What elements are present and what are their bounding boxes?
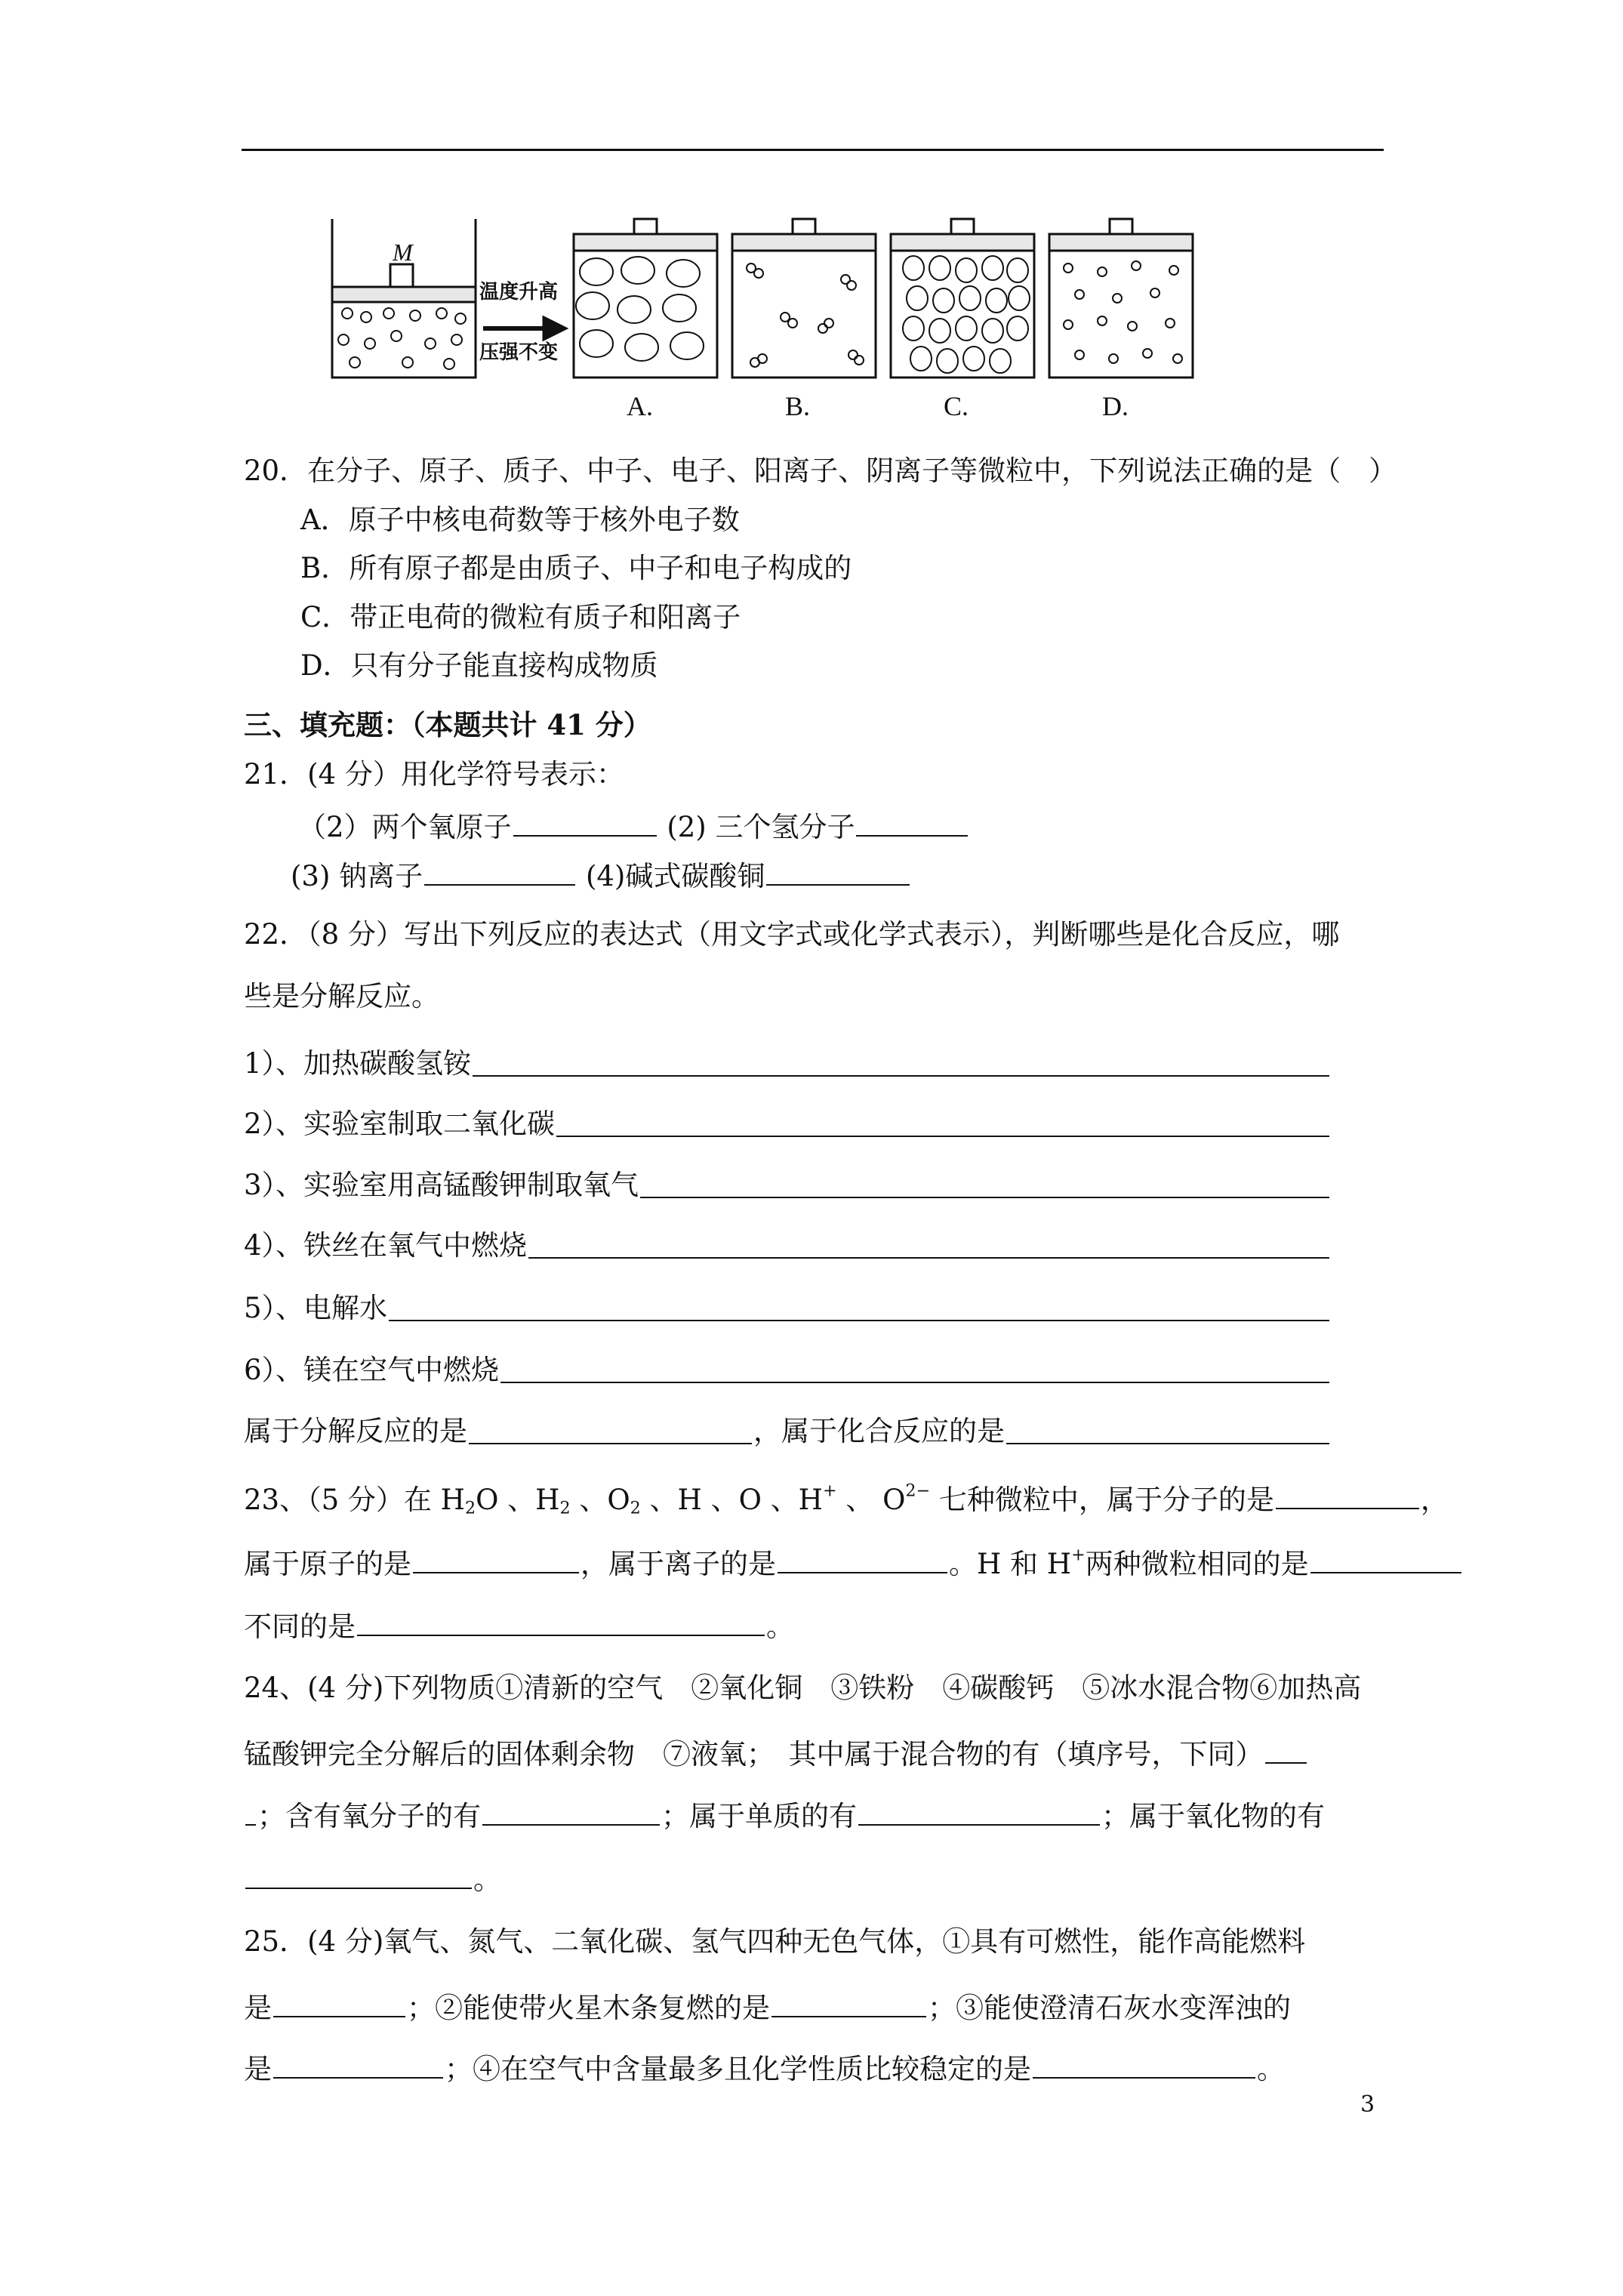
q24-mixture-blank-cont[interactable] — [245, 1796, 256, 1826]
q21-item4-blank[interactable] — [766, 856, 910, 886]
q24-line-4 — [244, 1860, 501, 1897]
q22-item-2-blank[interactable] — [556, 1108, 1329, 1137]
q21-stem: 21．(4 分）用化学符号表示： — [244, 758, 624, 791]
q25-nitrogen-label: ；④在空气中含量最多且化学性质比较稳定的是 — [445, 2053, 1031, 2085]
q22-item-6 — [244, 1354, 1331, 1387]
q23-text: ， — [1420, 1484, 1449, 1516]
q23-line-2 — [244, 1544, 1463, 1581]
q24-line-2 — [244, 1734, 1308, 1771]
q22-stem-2: 些是分解反应。 — [244, 980, 439, 1012]
q25-text: 是 — [244, 1992, 272, 2024]
option-a-label: A. — [627, 391, 653, 421]
q23-line-3 — [244, 1607, 794, 1644]
q23-same-blank[interactable] — [1310, 1544, 1461, 1573]
q22-item-5 — [244, 1292, 1331, 1325]
q22-item-2-label: 2）、实验室制取二氧化碳 — [244, 1108, 556, 1140]
q23-text: 七种微粒中，属于分子的是 — [930, 1484, 1274, 1516]
q23-atoms-blank[interactable] — [413, 1544, 579, 1573]
q22-comb-blank[interactable] — [1006, 1415, 1329, 1444]
q23-text: 、O — [570, 1484, 630, 1516]
q24-oxide-label: ；属于氧化物的有 — [1101, 1800, 1325, 1832]
q22-item-3-blank[interactable] — [640, 1169, 1329, 1198]
q23-diff-blank[interactable] — [357, 1607, 765, 1636]
q22-item-5-label: 5）、电解水 — [244, 1292, 388, 1324]
q22-item-4-blank[interactable] — [528, 1229, 1329, 1259]
q21-item3-blank[interactable] — [424, 856, 575, 886]
q22-item-4-label: 4）、铁丝在氧气中燃烧 — [244, 1229, 528, 1262]
q23-line-1 — [244, 1480, 1449, 1517]
q23-text: 。 — [766, 1610, 794, 1643]
q23-ions-label: ，属于离子的是 — [581, 1548, 776, 1580]
q23-atoms-label: 属于原子的是 — [244, 1548, 411, 1580]
q22-item-3 — [244, 1169, 1331, 1202]
q24-element-blank[interactable] — [858, 1796, 1100, 1826]
q25-fuel-blank[interactable] — [273, 1988, 405, 2017]
q22-comb-label: ，属于化合反应的是 — [753, 1415, 1005, 1447]
q22-item-3-label: 3）、实验室用高锰酸钾制取氧气 — [244, 1169, 639, 1201]
q21-item2-label: (2) 三个氢分子 — [667, 811, 855, 843]
q22-item-4 — [244, 1229, 1331, 1262]
option-c-label: C. — [944, 391, 969, 421]
weight-label: M — [393, 239, 413, 266]
q24-text: 。 — [473, 1863, 501, 1896]
q23-text: H — [440, 1484, 465, 1516]
q22-item-2 — [244, 1108, 1331, 1141]
q20-option-a: A．原子中核电荷数等于核外电子数 — [300, 504, 740, 536]
q21-item1-label: （2）两个氧原子 — [298, 811, 512, 843]
q25-line-2 — [244, 1988, 1291, 2025]
q25-splint-label: ；②能使带火星木条复燃的是 — [407, 1992, 770, 2024]
q20-option-d: D．只有分子能直接构成物质 — [300, 649, 658, 682]
q22-item-1-blank[interactable] — [473, 1047, 1329, 1077]
gas-particles-figure — [325, 204, 1200, 430]
q24-line-2-text: 锰酸钾完全分解后的固体剩余物 ⑦液氧； 其中属于混合物的有（填序号，下同） — [244, 1738, 1264, 1771]
q23-sup: 2− — [905, 1481, 931, 1501]
q24-line-1: 24、(4 分)下列物质①清新的空气 ②氧化铜 ③铁粉 ④碳酸钙 ⑤冰水混合物⑥加热高 — [244, 1672, 1362, 1704]
q22-item-1 — [244, 1047, 1331, 1080]
q24-oxygen-blank[interactable] — [482, 1796, 660, 1826]
q23-text: 、H 、O 、H — [640, 1484, 823, 1516]
q25-text: 是 — [244, 2053, 272, 2085]
q23-text: O 、H — [476, 1484, 560, 1516]
q20-stem: 20．在分子、原子、质子、中子、电子、阳离子、阴离子等微粒中，下列说法正确的是（ ） — [244, 455, 1397, 487]
option-b-label: B. — [785, 391, 811, 421]
q21-item1-blank[interactable] — [513, 807, 657, 837]
q23-sup: + — [822, 1481, 837, 1501]
q23-text: 、 O — [836, 1484, 906, 1516]
q25-nitrogen-blank[interactable] — [1033, 2049, 1255, 2079]
q23-text: 。H 和 H — [949, 1548, 1072, 1580]
q22-item-5-blank[interactable] — [389, 1292, 1329, 1321]
section-3-heading: 三、填充题：（本题共计 41 分） — [244, 708, 651, 741]
q23-diff-label: 不同的是 — [244, 1610, 356, 1643]
q22-item-6-label: 6）、镁在空气中燃烧 — [244, 1354, 500, 1386]
q25-line-3 — [244, 2049, 1285, 2086]
q25-splint-blank[interactable] — [771, 1988, 926, 2017]
q20-option-b: B．所有原子都是由质子、中子和电子构成的 — [300, 552, 852, 584]
q24-oxide-blank[interactable] — [245, 1860, 472, 1889]
q21-item4-label: (4)碱式碳酸铜 — [585, 860, 765, 892]
q21-row2 — [291, 856, 911, 893]
q23-sup: + — [1071, 1545, 1086, 1565]
q22-decomp-label: 属于分解反应的是 — [244, 1415, 467, 1447]
q24-mixture-blank[interactable] — [1265, 1734, 1307, 1764]
q20-option-c: C．带正电荷的微粒有质子和阳离子 — [300, 601, 741, 633]
q24-line-3 — [244, 1796, 1325, 1833]
q23-same-label: 两种微粒相同的是 — [1085, 1548, 1309, 1580]
q23-molecules-blank[interactable] — [1276, 1480, 1419, 1509]
header-rule — [242, 149, 1384, 151]
q24-oxygen-label: ；含有氧分子的有 — [257, 1800, 481, 1832]
q24-element-label: ；属于单质的有 — [661, 1800, 857, 1832]
q23-sub: 2 — [464, 1498, 476, 1518]
q23-sub: 2 — [559, 1498, 571, 1518]
q22-item-6-blank[interactable] — [500, 1354, 1329, 1383]
q22-decomp-blank[interactable] — [469, 1415, 752, 1444]
q25-line-1: 25．(4 分)氧气、氮气、二氧化碳、氢气四种无色气体，①具有可燃性，能作高能燃料 — [244, 1925, 1306, 1958]
q25-text: 。 — [1257, 2053, 1285, 2085]
q25-limewater-blank[interactable] — [273, 2049, 443, 2079]
q23-text: 23、（5 分）在 — [244, 1484, 441, 1516]
q22-item-1-label: 1）、加热碳酸氢铵 — [244, 1047, 472, 1080]
q25-limewater-label: ；③能使澄清石灰水变浑浊的 — [928, 1992, 1291, 2024]
q23-ions-blank[interactable] — [778, 1544, 947, 1573]
arrow-text-2: 压强不变 — [479, 341, 559, 363]
q23-sub: 2 — [630, 1498, 641, 1518]
q21-item2-blank[interactable] — [856, 807, 968, 837]
q22-classification — [244, 1415, 1331, 1448]
arrow-text-1: 温度升高 — [479, 281, 559, 303]
q22-stem-1: 22．（8 分）写出下列反应的表达式（用文字式或化学式表示），判断哪些是化合反应，哪 — [244, 918, 1340, 951]
q21-item3-label: (3) 钠离子 — [291, 860, 423, 892]
q21-row1 — [298, 807, 969, 844]
option-d-label: D. — [1102, 391, 1129, 421]
page-number: 3 — [1360, 2091, 1375, 2118]
